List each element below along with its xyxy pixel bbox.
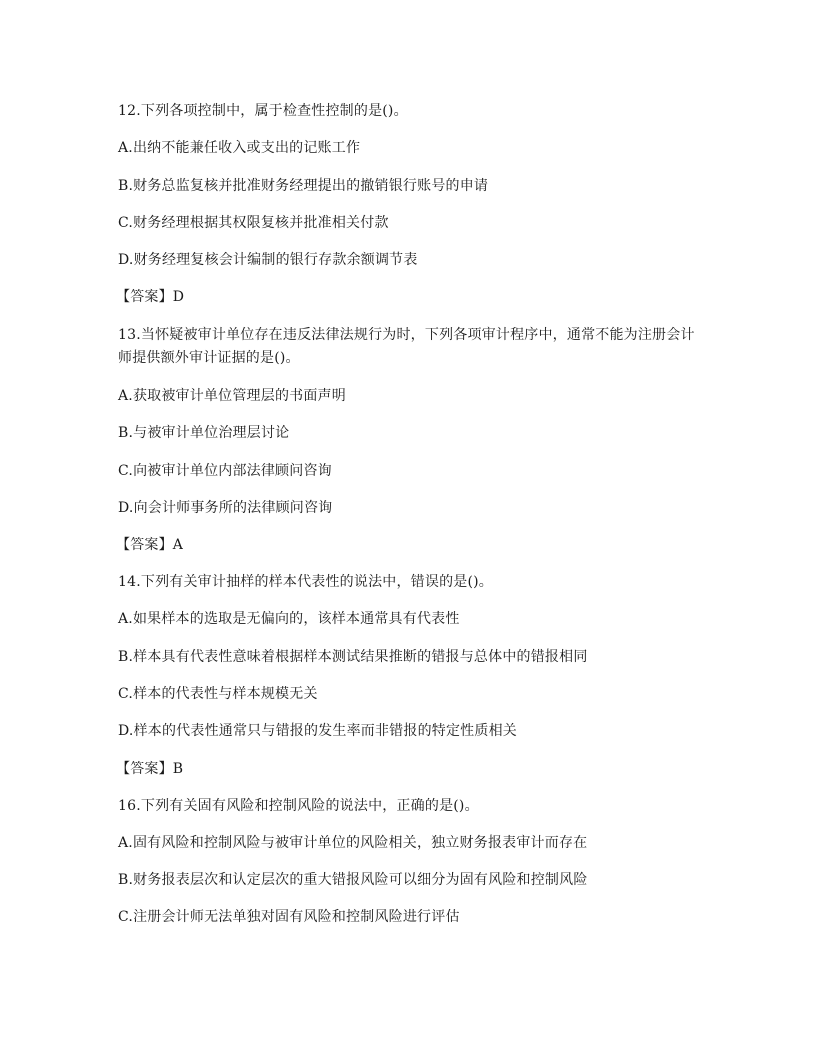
question-14-option-d: D.样本的代表性通常只与错报的发生率而非错报的特定性质相关 (118, 723, 517, 739)
question-13-option-b: B.与被审计单位治理层讨论 (118, 425, 290, 441)
question-16-option-a: A.固有风险和控制风险与被审计单位的风险相关，独立财务报表审计而存在 (118, 835, 588, 851)
question-12-option-c: C.财务经理根据其权限复核并批准相关付款 (118, 215, 389, 231)
question-13-option-a: A.获取被审计单位管理层的书面声明 (118, 388, 346, 404)
question-13-stem-line-2: 师提供额外审计证据的是()。 (118, 350, 300, 366)
question-13-answer: 【答案】A (116, 537, 184, 553)
question-14-option-b: B.样本具有代表性意味着根据样本测试结果推断的错报与总体中的错报相同 (118, 649, 588, 665)
question-14-answer: 【答案】B (116, 761, 184, 777)
question-14-stem: 14.下列有关审计抽样的样本代表性的说法中，错误的是()。 (118, 574, 493, 590)
question-12-option-a: A.出纳不能兼任收入或支出的记账工作 (118, 140, 361, 156)
question-14-option-c: C.样本的代表性与样本规模无关 (118, 686, 318, 702)
question-16-option-b: B.财务报表层次和认定层次的重大错报风险可以细分为固有风险和控制风险 (118, 872, 588, 888)
question-12-stem: 12.下列各项控制中，属于检查性控制的是()。 (118, 103, 408, 119)
question-13-stem-line-1: 13.当怀疑被审计单位存在违反法律法规行为时，下列各项审计程序中，通常不能为注册会计 (118, 327, 695, 343)
question-13-option-c: C.向被审计单位内部法律顾问咨询 (118, 463, 332, 479)
question-16-stem: 16.下列有关固有风险和控制风险的说法中，正确的是()。 (118, 798, 479, 814)
question-13-option-d: D.向会计师事务所的法律顾问咨询 (118, 500, 333, 516)
question-12-option-b: B.财务总监复核并批准财务经理提出的撤销银行账号的申请 (118, 178, 489, 194)
question-16-option-c: C.注册会计师无法单独对固有风险和控制风险进行评估 (118, 909, 460, 925)
question-12-option-d: D.财务经理复核会计编制的银行存款余额调节表 (118, 252, 418, 268)
question-14-option-a: A.如果样本的选取是无偏向的，该样本通常具有代表性 (118, 611, 460, 627)
question-12-answer: 【答案】D (116, 289, 185, 305)
